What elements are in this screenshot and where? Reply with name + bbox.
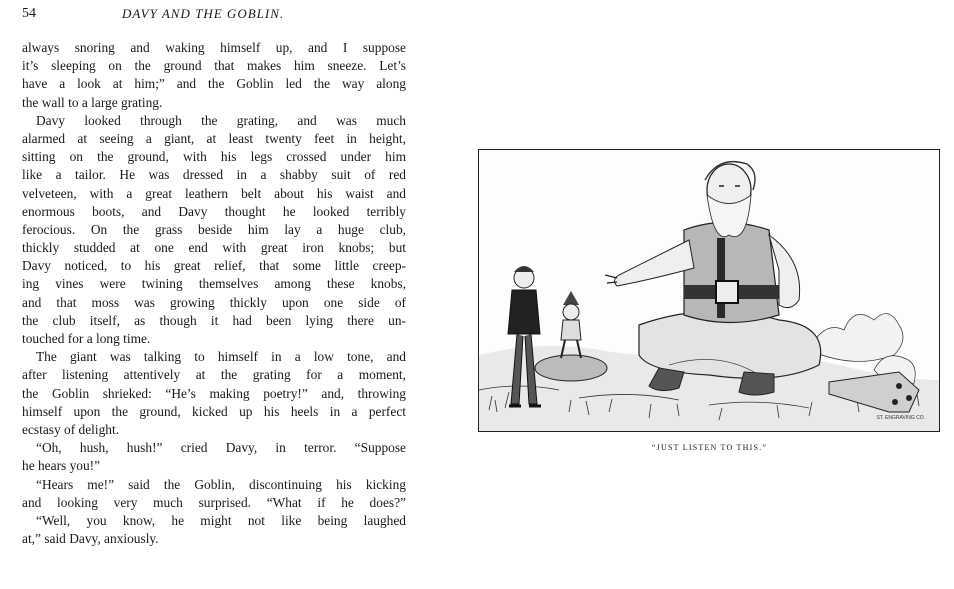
page-number: 54 <box>22 6 36 21</box>
text-line: touched for a long time. <box>22 331 151 346</box>
text-line: it’s sleeping on the ground that makes him sneeze. Let’s <box>22 58 406 74</box>
left-page <box>0 0 440 589</box>
vest-buttons <box>717 238 725 318</box>
rock <box>535 355 607 381</box>
text-line: The giant was talking to himself in a low tone, and <box>36 349 406 365</box>
text-line: like a tailor. He was dressed in a shabby suit of red <box>22 167 406 183</box>
right-page <box>470 0 954 589</box>
text-line: after listening attentively at the grating for a moment, <box>22 367 406 383</box>
book-title: DAVY AND THE GOBLIN. <box>122 6 285 21</box>
running-head <box>22 6 422 28</box>
text-line: he hears you!” <box>22 458 101 474</box>
text-line: sitting on the ground, with his legs crossed under him <box>22 149 406 165</box>
text-line: ing vines were twining themselves among these knobs, <box>22 276 406 292</box>
text-line: the Goblin shrieked: “He’s making poetry!” and, throwing <box>22 385 406 401</box>
illustration <box>478 149 940 432</box>
text-line: and that moss was growing thickly upon one side of <box>22 294 406 310</box>
text-line: alarmed at seeing a giant, at least twenty feet in height, <box>22 130 406 146</box>
text-line: ferocious. On the grass beside him lay a huge club, <box>22 221 406 237</box>
text-line: at,” said Davy, anxiously. <box>22 531 159 547</box>
text-line: have a look at him;” and the Goblin led the way along <box>22 76 406 92</box>
engraver-signature: ST. ENGRAVING CO. <box>876 415 925 421</box>
text-line: “Hears me!” said the Goblin, discontinuing his kicking <box>36 476 406 492</box>
text-line: Davy looked through the grating, and was much <box>36 112 406 128</box>
text-line: himself upon the ground, kicked up his heels in a perfect <box>22 403 406 419</box>
text-line: always snoring and waking himself up, and I suppose <box>22 40 406 55</box>
text-line: enormous boots, and Davy thought he looked terribly <box>22 203 406 219</box>
text-line: the club itself, as though it had been lying there un- <box>22 312 406 328</box>
text-line: ecstasy of delight. <box>22 421 120 437</box>
text-line: thickly studded at one end with great iron knobs; but <box>22 240 406 256</box>
illustration-caption: “JUST LISTEN TO THIS.” <box>651 443 768 452</box>
text-line: “Well, you know, he might not like being laughed <box>36 512 406 528</box>
text-line: Davy noticed, to his great relief, that some little creep- <box>22 258 406 274</box>
text-line: the wall to a large grating. <box>22 94 163 110</box>
text-line: velveteen, with a great leathern belt about his waist and <box>22 185 406 201</box>
giant-scene-drawing <box>479 150 939 431</box>
body-text <box>22 39 406 548</box>
text-line: “Oh, hush, hush!” cried Davy, in terror. “Suppose <box>36 440 406 456</box>
text-line: and looking very much surprised. “What if he does?” <box>22 494 406 510</box>
